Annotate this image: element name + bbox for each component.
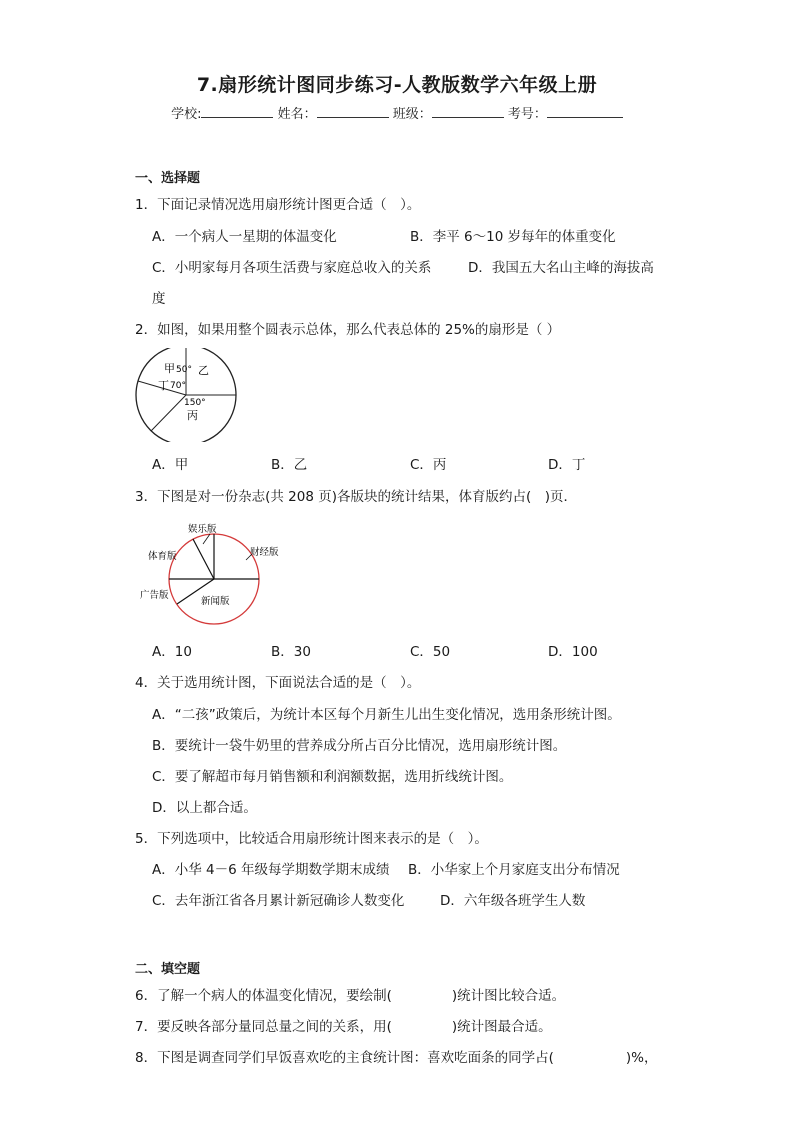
class-label: 班级： [392,107,432,122]
q6-line [135,984,565,1004]
exam-no-blank[interactable] [547,105,623,118]
q5-option-c[interactable]: C．去年浙江省各月累计新冠确诊人数变化 [152,893,405,909]
q1-stem: 1．下面记录情况选用扇形统计图更合适（ ）。 [135,197,421,213]
q6-text-after: )统计图比较合适。 [451,988,566,1004]
q3-label-caijing: 财经版 [250,547,279,558]
q4-option-b[interactable]: B．要统计一袋牛奶里的营养成分所占百分比情况，选用扇形统计图。 [152,738,567,754]
q7-text-after: )统计图最合适。 [451,1019,552,1035]
q5-option-b[interactable]: B．小华家上个月家庭支出分布情况 [408,862,620,878]
q2-label-jia: 甲 [164,362,175,375]
q2-stem: 2．如图，如果用整个圆表示总体，那么代表总体的 25%的扇形是（ ） [135,322,561,338]
q3-option-c[interactable]: C．50 [410,644,451,660]
q4-option-c[interactable]: C．要了解超市每月销售额和利润额数据，选用折线统计图。 [152,769,513,785]
q1-option-c[interactable]: C．小明家每月各项生活费与家庭总收入的关系 [152,260,432,276]
q3-label-xinwen: 新闻版 [201,596,230,607]
q2-label-yi: 乙 [198,364,209,377]
q5-option-a[interactable]: A．小华 4－6 年级每学期数学期末成绩 [152,862,390,878]
q3-label-guanggao: 广告版 [140,590,169,601]
school-label: 学校: [171,107,202,122]
class-blank[interactable] [432,105,504,118]
q2-option-a[interactable]: A．甲 [152,457,189,473]
q3-label-tiyu: 体育版 [148,551,177,562]
q2-option-b[interactable]: B．乙 [271,457,308,473]
q2-angle-50: 50° [176,365,192,375]
school-blank[interactable] [201,105,273,118]
q2-label-ding: 丁 [158,379,169,392]
q6-text-before: 6．了解一个病人的体温变化情况，要绘制( [135,988,392,1004]
q3-stem: 3．下图是对一份杂志(共 208 页)各版块的统计结果，体育版约占( )页． [135,489,578,505]
q3-radius-upper-left [193,539,214,579]
section-choice-title: 一、选择题 [135,171,201,186]
q1-option-d-continued: 度 [152,291,166,307]
name-label: 姓名： [277,107,317,122]
q2-option-c[interactable]: C．丙 [410,457,447,473]
q3-option-a[interactable]: A．10 [152,644,192,660]
q3-option-b[interactable]: B．30 [271,644,311,660]
q8-text-before: 8．下图是调查同学们早饭喜欢吃的主食统计图：喜欢吃面条的同学占( [135,1050,554,1066]
q3-pie-figure [138,520,288,630]
q8-line [135,1046,657,1066]
q5-option-d[interactable]: D．六年级各班学生人数 [440,893,586,909]
q4-option-d[interactable]: D．以上都合适。 [152,800,257,816]
q2-angle-150: 150° [184,398,206,408]
q2-radius-lowerleft [151,395,186,431]
page-title: 7.扇形统计图同步练习-人教版数学六年级上册 [196,74,598,96]
q2-option-d[interactable]: D．丁 [548,457,586,473]
q7-line [135,1015,552,1035]
q7-text-before: 7．要反映各部分量同总量之间的关系，用( [135,1019,392,1035]
q2-label-bing: 丙 [187,409,198,422]
q3-option-d[interactable]: D．100 [548,644,598,660]
q8-text-after: )%， [625,1050,658,1066]
q1-option-d[interactable]: D．我国五大名山主峰的海拔高 [468,260,654,276]
exam-no-label: 考号： [507,107,547,122]
q4-option-a[interactable]: A．“二孩”政策后，为统计本区每个月新生儿出生变化情况，选用条形统计图。 [152,707,621,723]
student-info-line [0,103,794,122]
q3-label-yule: 娱乐版 [188,524,217,535]
name-blank[interactable] [317,105,389,118]
q1-option-b[interactable]: B．李平 6～10 岁每年的体重变化 [410,229,616,245]
q5-stem: 5．下列选项中，比较适合用扇形统计图来表示的是（ ）。 [135,831,488,847]
q2-angle-70: 70° [170,381,186,391]
section-fill-title: 二、填空题 [135,962,201,977]
q4-stem: 4．关于选用统计图，下面说法合适的是（ ）。 [135,675,421,691]
q2-pie-figure [134,348,244,442]
q1-option-a[interactable]: A．一个病人一星期的体温变化 [152,229,337,245]
